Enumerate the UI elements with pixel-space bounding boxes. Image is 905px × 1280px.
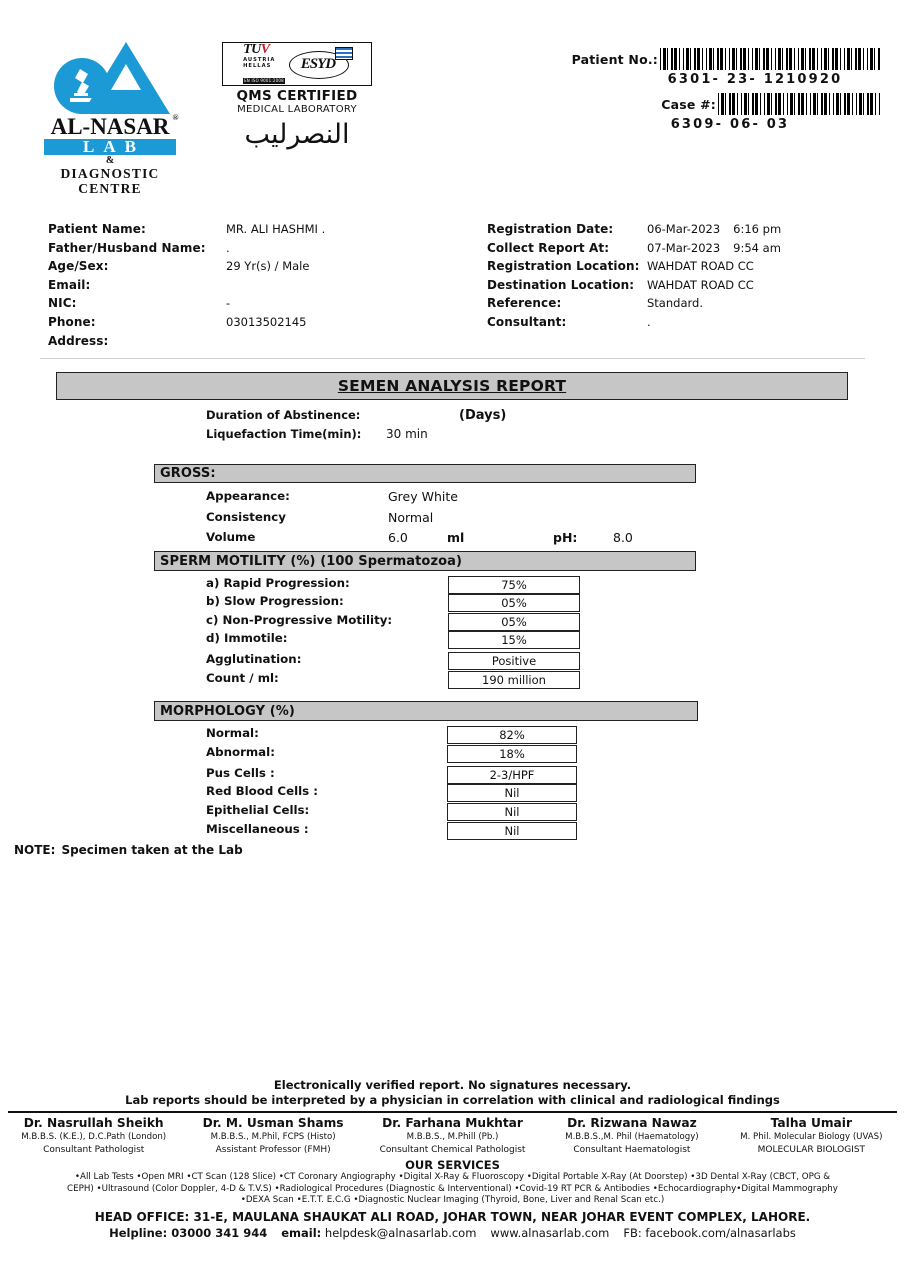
- value-slow-progression: 05%: [448, 594, 580, 612]
- note-text: Specimen taken at the Lab: [61, 843, 243, 857]
- patient-no-value: 6301- 23- 1210920: [667, 72, 843, 87]
- value-epithelial-cells: Nil: [447, 803, 577, 821]
- patient-no-barcode: [660, 48, 880, 70]
- label-consultant: Consultant:: [487, 314, 567, 329]
- label-rapid-progression: a) Rapid Progression:: [206, 576, 350, 590]
- registration-date-text: 06-Mar-2023: [647, 222, 721, 236]
- tuv-v-glyph: V: [260, 42, 270, 57]
- certification-block: [222, 42, 372, 152]
- report-title-text: SEMEN ANALYSIS REPORT: [337, 377, 567, 395]
- case-no-row: [520, 93, 880, 115]
- abstinence-section: [0, 408, 905, 446]
- value-registration-date: [647, 222, 781, 236]
- doctors-row: [0, 1116, 905, 1157]
- section-header-morphology: [154, 701, 698, 721]
- tuv-esyd-box: [222, 42, 372, 86]
- section-header-gross: [154, 464, 696, 483]
- row-slow-progression: [0, 594, 905, 613]
- value-red-blood-cells: Nil: [447, 784, 577, 802]
- info-row-registration-date: [487, 222, 897, 241]
- label-liquefaction-time: Liquefaction Time(min):: [206, 427, 362, 441]
- info-row-registration-location: [487, 259, 897, 278]
- collect-time-text: 9:54 am: [733, 240, 781, 255]
- label-pus-cells: Pus Cells :: [206, 766, 275, 780]
- doctor-qualification: M.B.B.S.,M. Phil (Haematology): [565, 1132, 699, 1142]
- info-row-destination-location: [487, 278, 897, 297]
- tuv-wordmark: TŪV: [243, 42, 270, 57]
- value-miscellaneous: Nil: [447, 822, 577, 840]
- facebook-link[interactable]: FB: facebook.com/alnasarlabs: [623, 1225, 796, 1240]
- row-appearance: [0, 489, 905, 510]
- value-nic: -: [226, 296, 231, 311]
- info-row-collect-report-at: [487, 241, 897, 260]
- label-abnormal: Abnormal:: [206, 745, 275, 759]
- medical-laboratory-label: MEDICAL LABORATORY: [237, 104, 357, 115]
- registered-mark-icon: ®: [172, 113, 179, 122]
- email-value[interactable]: helpdesk@alnasarlab.com: [324, 1225, 477, 1240]
- value-agglutination: Positive: [448, 652, 580, 670]
- section-header-morphology-text: MORPHOLOGY (%): [160, 703, 295, 719]
- label-agglutination: Agglutination:: [206, 652, 302, 666]
- row-non-progressive-motility: [0, 613, 905, 632]
- logo-ampersand: &: [105, 155, 115, 166]
- website-link[interactable]: www.alnasarlab.com: [490, 1225, 610, 1240]
- value-volume: 6.0: [388, 530, 408, 545]
- al-nasar-logo: [44, 42, 179, 196]
- doctor-qualification: M. Phil. Molecular Biology (UVAS): [740, 1132, 883, 1142]
- label-slow-progression: b) Slow Progression:: [206, 594, 344, 608]
- note-label: NOTE:: [14, 843, 56, 857]
- logo-wordmark: [50, 113, 179, 139]
- head-office-address: HEAD OFFICE: 31-E, MAULANA SHAUKAT ALI ROAD, JOHAR TOWN, NEAR JOHAR EVENT COMPLEX, LAHORE.: [94, 1209, 811, 1224]
- services-line-3: •DEXA Scan •E.T.T. E.C.G •Diagnostic Nuclear Imaging (Thyroid, Bone, Liver and Renal Scan etc.): [240, 1195, 665, 1205]
- value-father-name: .: [226, 240, 230, 255]
- value-phone: 03013502145: [226, 314, 307, 329]
- tuv-logo: [243, 43, 285, 85]
- value-count-per-ml: 190 million: [448, 671, 580, 689]
- value-duration-abstinence: (Days): [459, 408, 507, 423]
- value-patient-name: MR. ALI HASHMI .: [226, 222, 326, 236]
- row-duration-abstinence: [0, 408, 905, 427]
- label-registration-location: Registration Location:: [487, 259, 640, 274]
- greek-flag-icon: [335, 47, 353, 60]
- value-consultant: .: [647, 314, 651, 329]
- info-row-patient-name: [48, 222, 478, 241]
- label-volume: Volume: [206, 530, 256, 544]
- report-title-bar: [56, 372, 848, 400]
- row-red-blood-cells: [0, 784, 905, 803]
- label-registration-date: Registration Date:: [487, 222, 614, 236]
- unit-volume: ml: [447, 530, 465, 545]
- report-header: [0, 0, 905, 210]
- registration-time-text: 6:16 pm: [733, 222, 782, 236]
- label-destination-location: Destination Location:: [487, 277, 635, 292]
- label-consistency: Consistency: [206, 509, 286, 524]
- value-non-progressive-motility: 05%: [448, 613, 580, 631]
- patient-info-right-column: [487, 222, 897, 334]
- case-no-label: Case #:: [661, 96, 716, 112]
- gross-section: [0, 489, 905, 551]
- header-divider: [40, 358, 865, 359]
- doctor-card: [363, 1116, 542, 1157]
- logo-centre-line: CENTRE: [78, 181, 142, 196]
- logo-lab-band: LAB: [44, 139, 176, 155]
- contact-line: [0, 1225, 905, 1241]
- services-title: OUR SERVICES: [405, 1158, 500, 1172]
- label-normal: Normal:: [206, 726, 259, 740]
- info-row-phone: [48, 315, 478, 334]
- value-registration-location: WAHDAT ROAD CC: [647, 259, 754, 274]
- value-abnormal: 18%: [447, 745, 577, 763]
- label-phone: Phone:: [48, 314, 96, 329]
- doctor-name: Talha Umair: [770, 1116, 852, 1130]
- row-pus-cells: [0, 766, 905, 785]
- row-volume: [0, 530, 905, 551]
- value-collect-report-at: [647, 241, 781, 255]
- section-header-gross-text: GROSS:: [160, 466, 216, 481]
- row-count-per-ml: [0, 671, 905, 690]
- label-address: Address:: [48, 333, 109, 348]
- value-liquefaction-time: 30 min: [386, 427, 428, 441]
- collect-date-text: 07-Mar-2023: [647, 240, 721, 255]
- patient-info-left-column: [48, 222, 478, 352]
- value-age-sex: 29 Yr(s) / Male: [226, 259, 310, 274]
- label-non-progressive-motility: c) Non-Progressive Motility:: [206, 613, 393, 627]
- label-nic: NIC:: [48, 296, 77, 311]
- label-immotile: d) Immotile:: [206, 631, 288, 645]
- label-email: Email:: [48, 277, 91, 292]
- value-rapid-progression: 75%: [448, 576, 580, 594]
- services-line-1: •All Lab Tests •Open MRI •CT Scan (128 Slice) •CT Coronary Angiography •Digital X-Ray & Fluoroscopy •Digital Portable X-Ray (At Doorstep) •3D Dental X-Ray (CBCT, OPG &: [74, 1172, 831, 1182]
- esyd-logo: [289, 47, 351, 81]
- doctor-name: Dr. Rizwana Nawaz: [567, 1116, 697, 1130]
- value-reference: Standard.: [647, 296, 703, 311]
- arabic-lab-name: النصرليب: [244, 119, 350, 150]
- doctor-role: MOLECULAR BIOLOGIST: [757, 1145, 866, 1155]
- doctor-role: Consultant Haematologist: [573, 1145, 691, 1155]
- info-row-email: [48, 278, 478, 297]
- row-consistency: [0, 510, 905, 531]
- label-red-blood-cells: Red Blood Cells :: [206, 784, 319, 798]
- row-rapid-progression: [0, 576, 905, 595]
- doctor-card: [542, 1116, 721, 1157]
- value-consistency: Normal: [388, 509, 434, 525]
- report-footer: [0, 1078, 905, 1241]
- qms-certified-label: QMS CERTIFIED: [236, 88, 358, 104]
- info-row-nic: [48, 296, 478, 315]
- value-ph: 8.0: [613, 530, 633, 545]
- label-appearance: Appearance:: [206, 489, 290, 503]
- section-header-sperm-motility: [154, 551, 696, 571]
- case-no-barcode: [718, 93, 880, 115]
- info-row-age-sex: [48, 259, 478, 278]
- value-destination-location: WAHDAT ROAD CC: [647, 277, 754, 292]
- verification-line-1: Electronically verified report. No signatures necessary.: [273, 1078, 632, 1092]
- row-abnormal: [0, 745, 905, 764]
- label-father-name: Father/Husband Name:: [48, 240, 206, 255]
- doctor-qualification: M.B.B.S., M.Phill (Pb.): [406, 1132, 499, 1142]
- patient-no-label: Patient No.:: [571, 51, 658, 67]
- patient-no-row: [520, 48, 880, 70]
- helpline-label: Helpline: 03000 341 944: [109, 1225, 268, 1240]
- doctor-role: Consultant Chemical Pathologist: [379, 1145, 526, 1155]
- row-normal: [0, 726, 905, 745]
- info-row-consultant: [487, 315, 897, 334]
- doctor-card: [4, 1116, 183, 1157]
- doctor-card: [183, 1116, 362, 1157]
- row-miscellaneous: [0, 822, 905, 841]
- logo-triangle-inner-shape: [111, 64, 141, 90]
- label-reference: Reference:: [487, 296, 562, 311]
- label-ph: pH:: [553, 530, 578, 545]
- esyd-wordmark: ESYD: [300, 55, 336, 72]
- doctor-qualification: M.B.B.S. (K.E.), D.C.Path (London): [21, 1132, 167, 1142]
- info-row-address: [48, 334, 478, 353]
- note-line: [14, 843, 243, 857]
- doctor-qualification: M.B.B.S., M.Phil, FCPS (Histo): [210, 1132, 336, 1142]
- email-label: email:: [281, 1225, 322, 1240]
- row-agglutination: [0, 652, 905, 671]
- footer-divider: [8, 1111, 897, 1113]
- verification-line-2: Lab reports should be interpreted by a physician in correlation with clinical and radiological findings: [125, 1093, 780, 1107]
- value-pus-cells: 2-3/HPF: [447, 766, 577, 784]
- row-epithelial-cells: [0, 803, 905, 822]
- doctor-name: Dr. Nasrullah Sheikh: [23, 1116, 164, 1130]
- label-epithelial-cells: Epithelial Cells:: [206, 803, 310, 817]
- value-immotile: 15%: [448, 631, 580, 649]
- doctor-role: Consultant Pathologist: [43, 1145, 145, 1155]
- tuv-iso-label: EN ISO 9001:2008: [244, 78, 284, 83]
- patient-info-section: [0, 222, 905, 352]
- row-liquefaction-time: [0, 427, 905, 446]
- label-duration-abstinence: Duration of Abstinence:: [206, 408, 361, 422]
- case-no-value: 6309- 06- 03: [670, 117, 790, 132]
- label-patient-name: Patient Name:: [48, 222, 146, 236]
- doctor-name: Dr. Farhana Mukhtar: [382, 1116, 523, 1130]
- row-immotile: [0, 631, 905, 650]
- tuv-austria-label: AUSTRIA: [243, 57, 276, 63]
- doctor-card: [722, 1116, 901, 1157]
- barcode-area: [520, 48, 880, 132]
- doctor-role: Assistant Professor (FMH): [215, 1145, 331, 1155]
- label-age-sex: Age/Sex:: [48, 259, 109, 274]
- section-header-sperm-motility-text: SPERM MOTILITY (%) (100 Spermatozoa): [160, 553, 463, 569]
- tuv-hellas-label: HELLAS: [243, 63, 272, 69]
- value-normal: 82%: [447, 726, 577, 744]
- services-line-2: CEPH) •Ultrasound (Color Doppler, 4-D & T.V.S) •Radiological Procedures (Diagnostic & Interventional) •Covid-19 RT PCR & Antibodies •Echocardiography•Digital Mammography: [67, 1183, 838, 1194]
- logo-mark-icon: [48, 42, 172, 114]
- label-miscellaneous: Miscellaneous :: [206, 822, 309, 836]
- logo-diagnostic-line: DIAGNOSTIC: [60, 166, 160, 181]
- label-collect-report-at: Collect Report At:: [487, 240, 610, 255]
- logo-wordmark-text: AL-NASAR: [50, 114, 170, 139]
- info-row-reference: [487, 296, 897, 315]
- label-count-per-ml: Count / ml:: [206, 671, 279, 685]
- info-row-father-name: [48, 241, 478, 260]
- doctor-name: Dr. M. Usman Shams: [202, 1116, 344, 1130]
- value-appearance: Grey White: [388, 489, 458, 504]
